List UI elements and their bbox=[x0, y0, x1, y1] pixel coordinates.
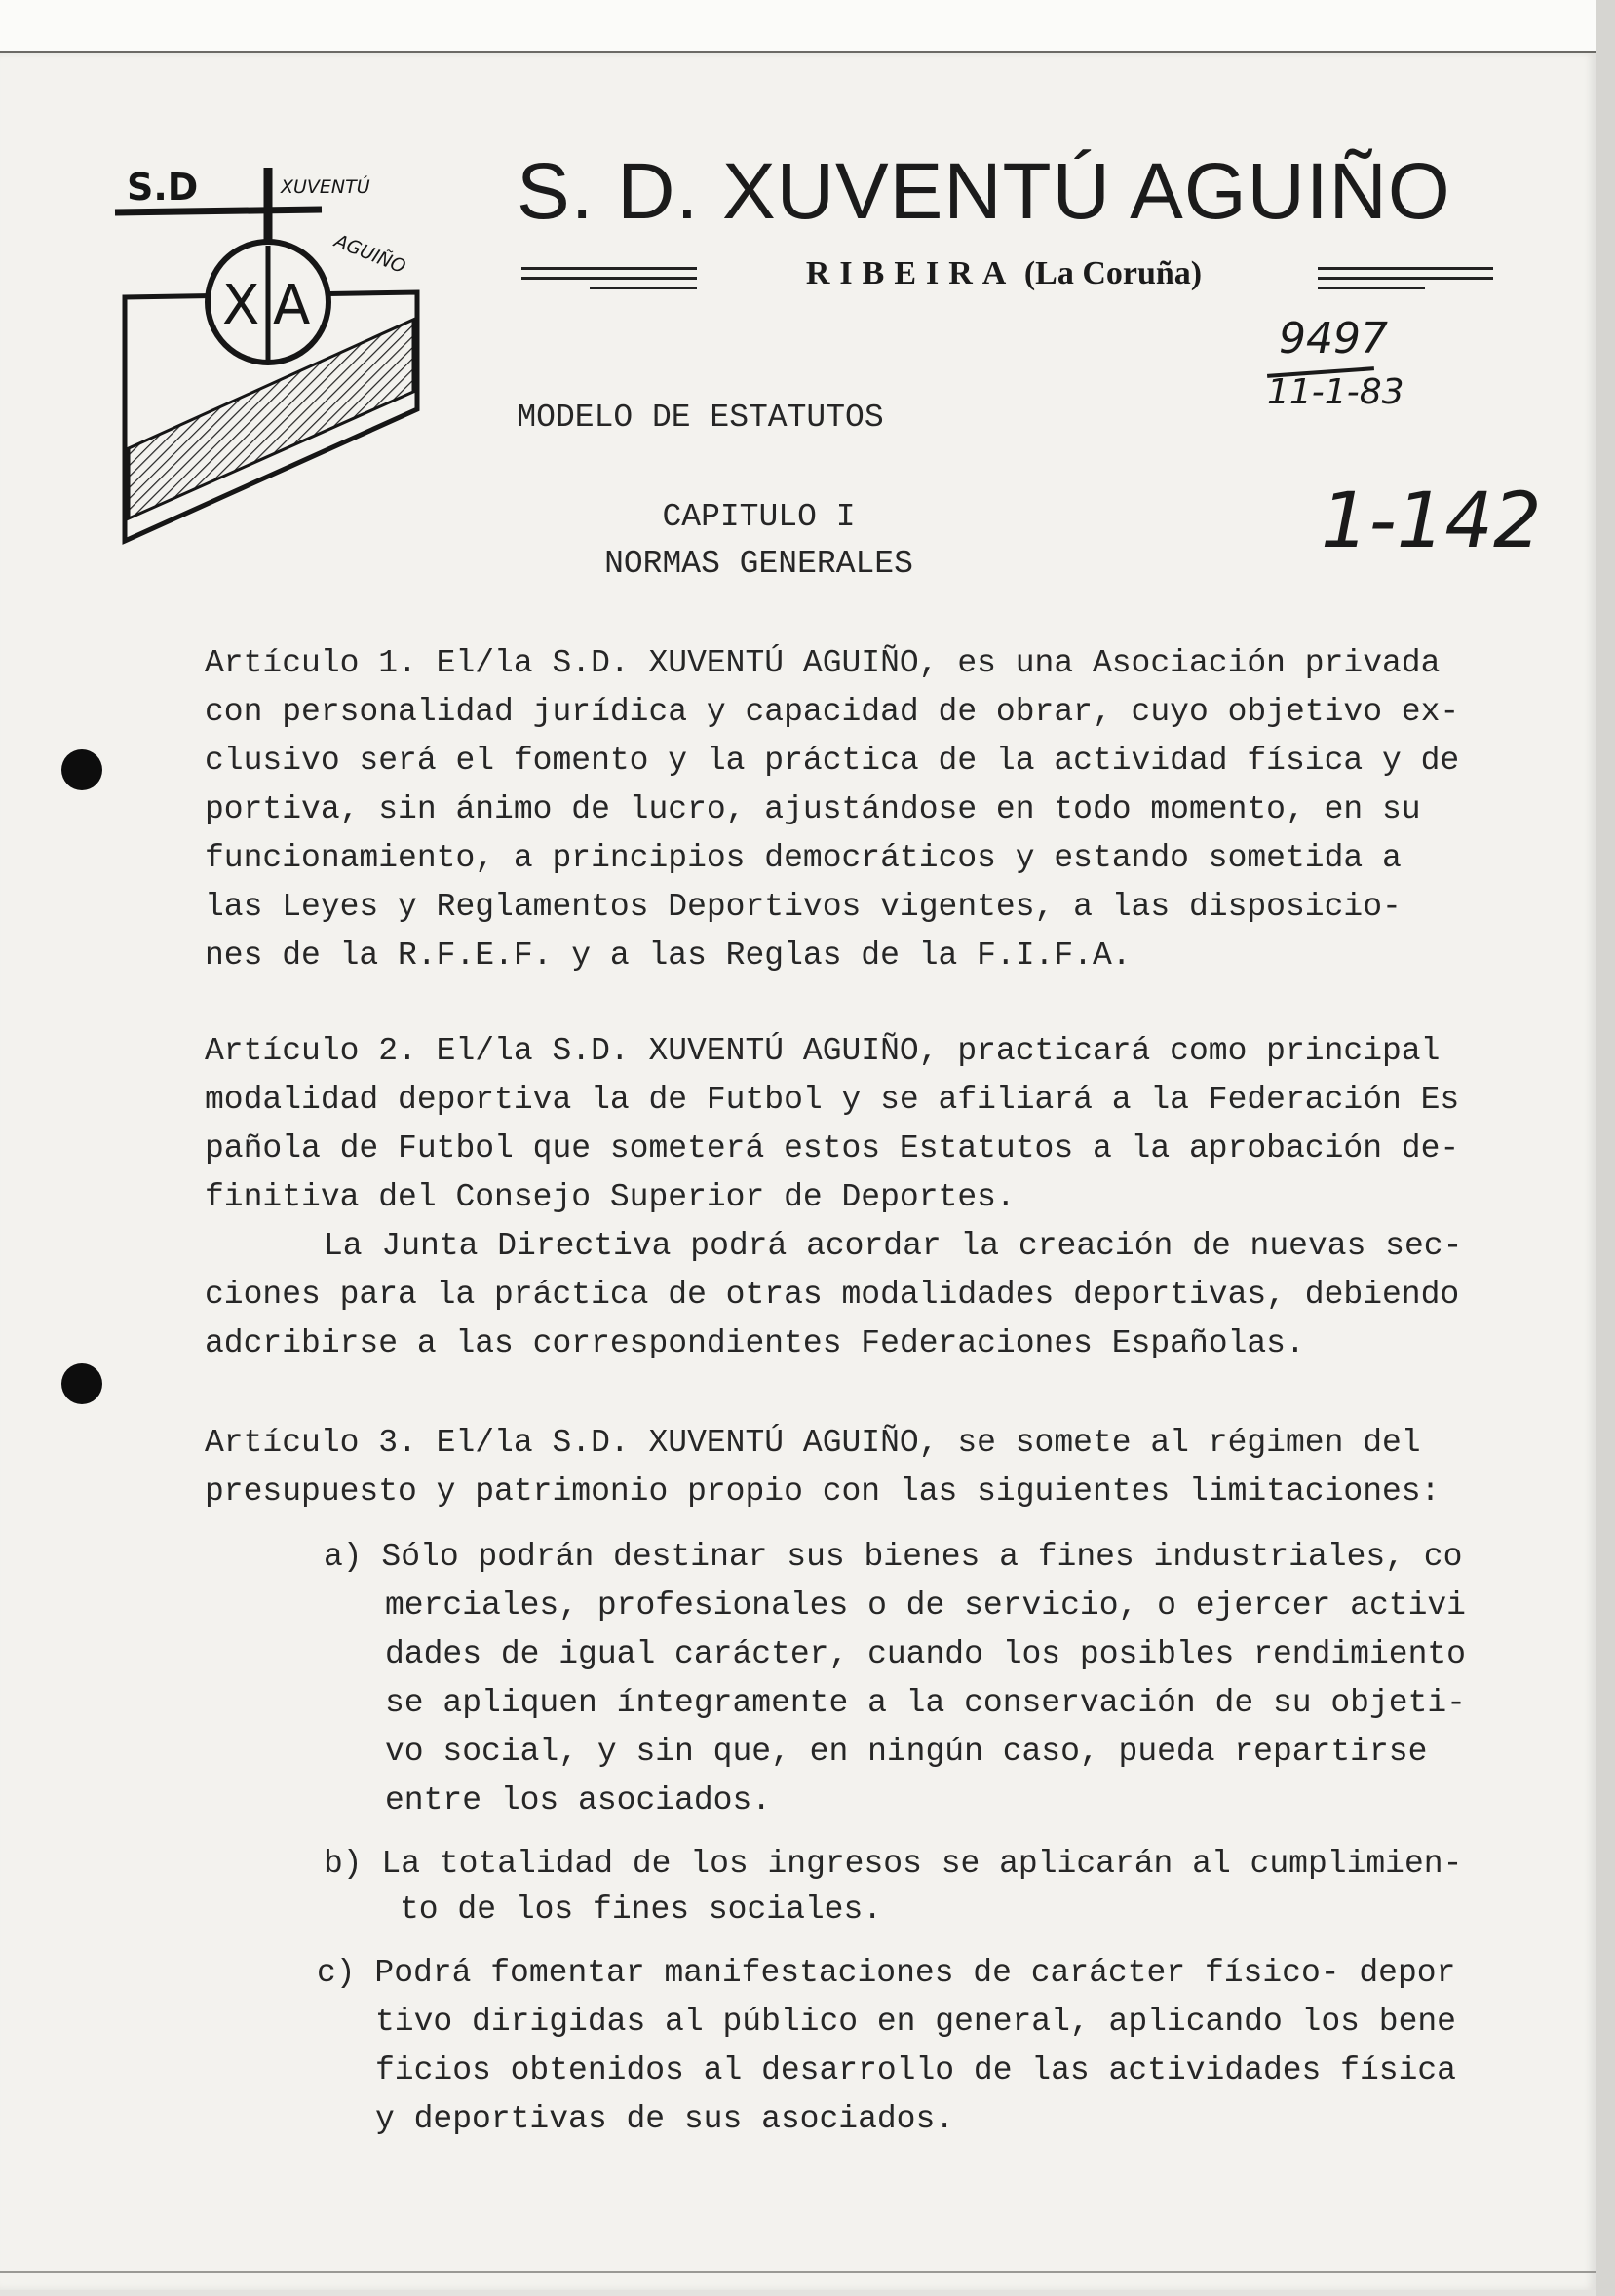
body-line: y deportivas de sus asociados. bbox=[375, 2101, 955, 2137]
page-bottom-edge bbox=[0, 2271, 1596, 2273]
folio-annotation: 1-142 bbox=[1321, 478, 1542, 565]
list-item-b: b) La totalidad de los ingresos se aplicarán al cumplimien- bbox=[324, 1846, 1463, 1882]
logo-text-aguino: AGUIÑO bbox=[331, 230, 409, 279]
body-line: entre los asociados. bbox=[385, 1782, 772, 1818]
body-line: adcribirse a las correspondientes Federaciones Españolas. bbox=[205, 1325, 1305, 1361]
body-line: se apliquen íntegramente a la conservación de su objeti- bbox=[385, 1685, 1466, 1721]
right-rule bbox=[1318, 267, 1493, 270]
body-line: ciones para la práctica de otras modalidades deportivas, debiendo bbox=[205, 1277, 1460, 1313]
logo-letter-x: X bbox=[222, 274, 260, 337]
body-line: portiva, sin ánimo de lucro, ajustándose en todo momento, en su bbox=[205, 791, 1421, 827]
body-line: La Junta Directiva podrá acordar la creación de nuevas sec- bbox=[324, 1228, 1463, 1264]
body-line: clusivo será el fomento y la práctica de la actividad física y de bbox=[205, 743, 1460, 779]
subtitle-text bbox=[731, 255, 1277, 292]
document-title: MODELO DE ESTATUTOS bbox=[517, 400, 884, 436]
body-line: Artículo 1. El/la S.D. XUVENTÚ AGUIÑO, es una Asociación privada bbox=[205, 645, 1441, 681]
left-rule bbox=[521, 267, 697, 270]
chapter-heading: CAPITULO I bbox=[662, 499, 856, 535]
left-rule bbox=[590, 287, 697, 289]
body-line: con personalidad jurídica y capacidad de obrar, cuyo objetivo ex- bbox=[205, 694, 1460, 730]
letterhead-subtitle bbox=[521, 255, 1496, 304]
chapter-subheading: NORMAS GENERALES bbox=[604, 546, 913, 582]
body-line: tivo dirigidas al público en general, aplicando los bene bbox=[375, 2004, 1456, 2040]
crest-cross-horizontal bbox=[115, 210, 322, 212]
city-name: RIBEIRA bbox=[805, 255, 1017, 291]
body-line: ficios obtenidos al desarrollo de las actividades física bbox=[375, 2052, 1456, 2088]
right-rule bbox=[1318, 277, 1493, 280]
scan-top-margin bbox=[0, 0, 1596, 51]
body-line: to de los fines sociales. bbox=[400, 1892, 883, 1928]
body-line: Artículo 3. El/la S.D. XUVENTÚ AGUIÑO, se somete al régimen del bbox=[205, 1425, 1421, 1461]
body-line: finitiva del Consejo Superior de Deportes. bbox=[205, 1179, 1016, 1215]
club-name-heading: S. D. XUVENTÚ AGUIÑO bbox=[517, 147, 1451, 236]
body-line: nes de la R.F.E.F. y a las Reglas de la F.I.F.A. bbox=[205, 938, 1132, 974]
body-line: merciales, profesionales o de servicio, o ejercer activi bbox=[385, 1588, 1466, 1624]
register-date-annotation: 11-1-83 bbox=[1267, 372, 1404, 412]
body-line: modalidad deportiva la de Futbol y se afiliará a la Federación Es bbox=[205, 1082, 1460, 1118]
scan-right-edge bbox=[1596, 0, 1615, 2296]
logo-text-sd: S.D bbox=[127, 166, 199, 209]
body-line: vo social, y sin que, en ningún caso, pueda repartirse bbox=[385, 1734, 1428, 1770]
body-line: funcionamiento, a principios democráticos y estando sometida a bbox=[205, 840, 1402, 876]
body-line: dades de igual carácter, cuando los posibles rendimiento bbox=[385, 1636, 1466, 1672]
body-line: presupuesto y patrimonio propio con las siguientes limitaciones: bbox=[205, 1473, 1441, 1510]
left-rule bbox=[521, 277, 697, 280]
list-item-c: c) Podrá fomentar manifestaciones de carácter físico- depor bbox=[317, 1955, 1456, 1991]
logo-text-xuventu: XUVENTÚ bbox=[281, 176, 370, 198]
list-item-a: a) Sólo podrán destinar sus bienes a fines industriales, co bbox=[324, 1539, 1463, 1575]
right-rule bbox=[1318, 287, 1425, 289]
register-number-annotation: 9497 bbox=[1279, 314, 1388, 364]
club-crest-logo bbox=[107, 156, 429, 555]
body-line: pañola de Futbol que someterá estos Estatutos a la aprobación de- bbox=[205, 1130, 1460, 1167]
province-name: (La Coruña) bbox=[1023, 255, 1203, 291]
body-line: las Leyes y Reglamentos Deportivos vigentes, a las disposicio- bbox=[205, 889, 1402, 925]
body-line: Artículo 2. El/la S.D. XUVENTÚ AGUIÑO, practicará como principal bbox=[205, 1033, 1441, 1069]
logo-letter-a: A bbox=[273, 274, 311, 337]
